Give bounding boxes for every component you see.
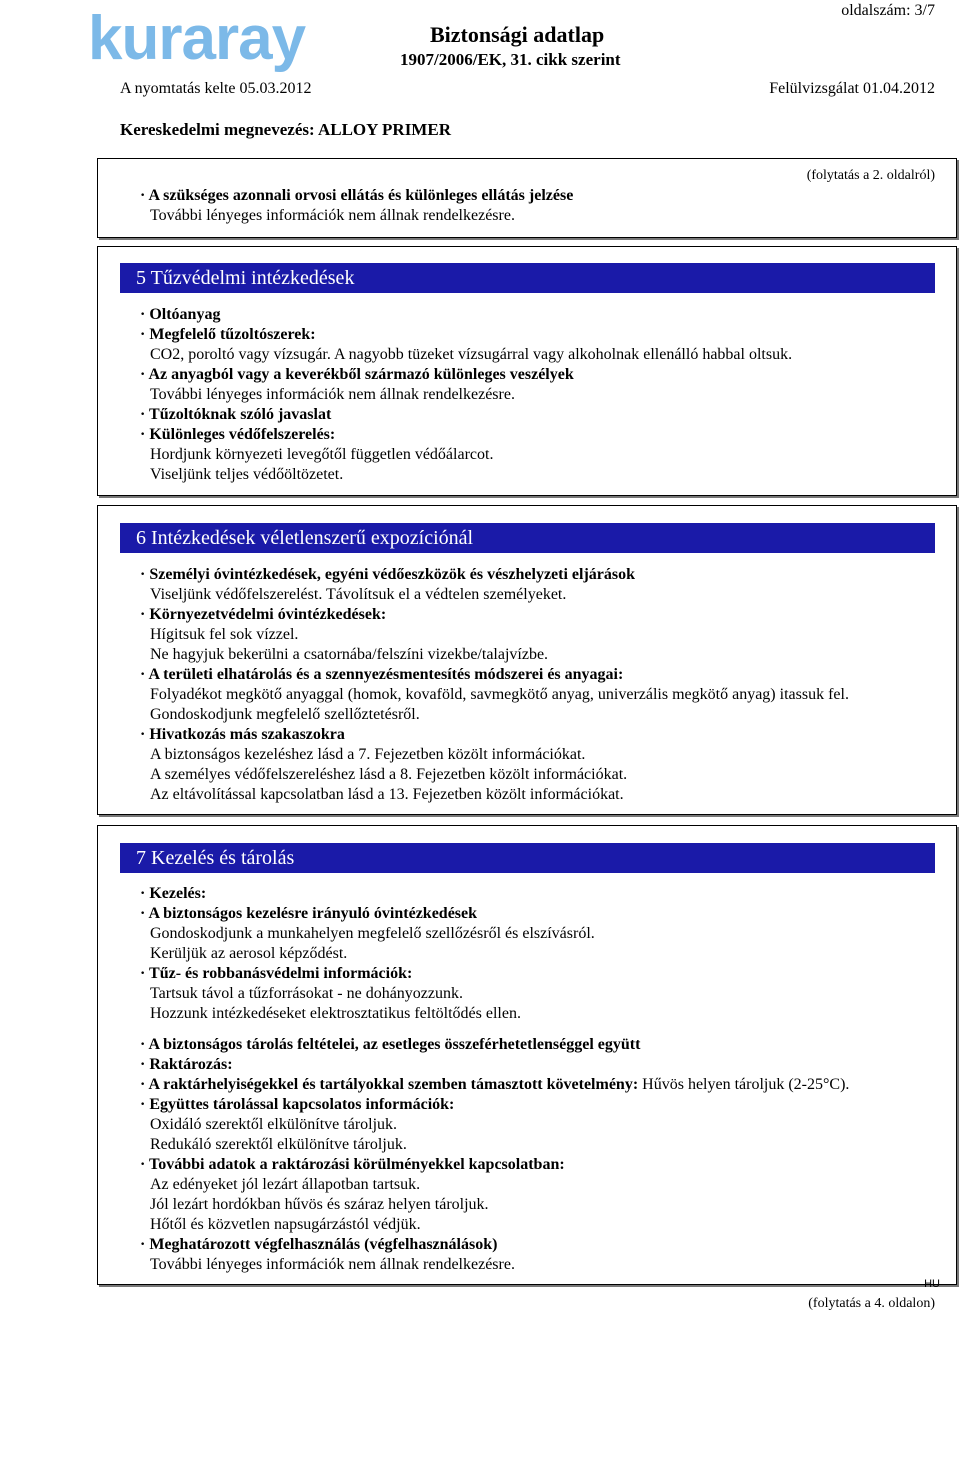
body-text-line: Tartsuk távol a tűzforrásokat - ne dohányozzunk. — [150, 985, 463, 1002]
subheading-line: · Hivatkozás más szakaszokra — [140, 726, 345, 743]
body-text-line: Viseljünk teljes védőöltözetet. — [150, 466, 344, 483]
body-text-line: Oxidáló szerektől elkülönítve tároljuk. — [150, 1116, 398, 1133]
subheading-line: · A biztonságos tárolás feltételei, az esetleges összeférhetetlenséggel együtt — [140, 1036, 641, 1053]
language-tag: HU — [924, 1278, 940, 1290]
body-text-line: Gondoskodjunk megfelelő szellőztetésről. — [150, 706, 420, 723]
subheading-line: · A szükséges azonnali orvosi ellátás és különleges ellátás jelzése — [140, 187, 574, 204]
regulation-reference: 1907/2006/EK, 31. cikk szerint — [400, 50, 621, 69]
body-text-line: A biztonságos kezeléshez lásd a 7. Fejezetben közölt információkat. — [150, 746, 586, 763]
body-text-line: Jól lezárt hordókban hűvös és száraz helyen tároljuk. — [150, 1196, 489, 1213]
revision-date: Felülvizsgálat 01.04.2012 — [769, 80, 935, 97]
body-text-line: Hozzunk intézkedéseket elektrosztatikus feltöltődés ellen. — [150, 1005, 521, 1022]
body-text-line: Gondoskodjunk a munkahelyen megfelelő szellőzésről és elszívásról. — [150, 925, 595, 942]
subheading-line: · A biztonságos kezelésre irányuló óvintézkedések — [140, 905, 478, 922]
subheading-line: · A területi elhatárolás és a szennyezésmentesítés módszerei és anyagai: — [140, 666, 624, 683]
body-text-line: További lényeges információk nem állnak rendelkezésre. — [150, 386, 515, 403]
subheading-line: · Személyi óvintézkedések, egyéni védőeszközök és vészhelyzeti eljárások — [140, 566, 636, 583]
section5-title: 5 Tűzvédelmi intézkedések — [120, 263, 935, 293]
subheading-line: · Oltóanyag — [140, 306, 221, 323]
body-text-line: Folyadékot megkötő anyaggal (homok, kovaföld, savmegkötő anyag, univerzális megkötő anyag) itassuk fel. — [150, 686, 849, 703]
page-number: oldalszám: 3/7 — [841, 2, 935, 19]
subheading-line: · Tűz- és robbanásvédelmi információk: — [140, 965, 413, 982]
subheading-line: · Meghatározott végfelhasználás (végfelhasználások) — [140, 1236, 498, 1253]
continuation-to-next: (folytatás a 4. oldalon) — [808, 1296, 935, 1311]
body-text-line: Az edényeket jól lezárt állapotban tartsuk. — [150, 1176, 421, 1193]
body-text-line: Kerüljük az aerosol képződést. — [150, 945, 348, 962]
subheading-line: · Kezelés: — [140, 885, 207, 902]
requirement-value: Hűvös helyen tároljuk (2-25°C). — [638, 1076, 850, 1093]
subheading-line: · Együttes tárolással kapcsolatos információk: — [140, 1096, 455, 1113]
subheading-line: · A raktárhelyiségekkel és tartályokkal szemben támasztott követelmény: Hűvös helyen tároljuk (2-25°C). — [140, 1076, 850, 1093]
continuation-from-previous: (folytatás a 2. oldalról) — [806, 168, 935, 183]
body-text-line: Viseljünk védőfelszerelést. Távolítsuk el a védtelen személyeket. — [150, 586, 567, 603]
document-title: Biztonsági adatlap — [430, 22, 605, 47]
body-text-line: Ne hagyjuk bekerülni a csatornába/felszíni vizekbe/talajvízbe. — [150, 646, 549, 663]
body-text-line: Hígitsuk fel sok vízzel. — [150, 626, 299, 643]
subheading-line: · Megfelelő tűzoltószerek: — [140, 326, 316, 343]
section7-title: 7 Kezelés és tárolás — [120, 843, 935, 873]
subheading-line: · Tűzoltóknak szóló javaslat — [140, 406, 332, 423]
body-text-line: A személyes védőfelszereléshez lásd a 8. Fejezetben közölt információkat. — [150, 766, 628, 783]
body-text-line: További lényeges információk nem állnak rendelkezésre. — [150, 207, 515, 224]
print-date: A nyomtatás kelte 05.03.2012 — [120, 80, 312, 97]
subheading-line: · További adatok a raktározási körülményekkel kapcsolatban: — [140, 1156, 565, 1173]
body-text-line: Az eltávolítással kapcsolatban lásd a 13. Fejezetben közölt információkat. — [150, 786, 624, 803]
body-text-line: Hőtől és közvetlen napsugárzástól védjük. — [150, 1216, 421, 1233]
trade-name: Kereskedelmi megnevezés: ALLOY PRIMER — [120, 120, 451, 139]
body-text-line: Hordjunk környezeti levegőtől független védőálarcot. — [150, 446, 494, 463]
subheading-line: · Környezetvédelmi óvintézkedések: — [140, 606, 387, 623]
section6-title: 6 Intézkedések véletlenszerű expozíciónál — [120, 523, 935, 553]
body-text-line: További lényeges információk nem állnak rendelkezésre. — [150, 1256, 515, 1273]
subheading-line: · Különleges védőfelszerelés: — [140, 426, 336, 443]
subheading-line: · Raktározás: — [140, 1056, 233, 1073]
subheading-line: · Az anyagból vagy a keverékből származó különleges veszélyek — [140, 366, 574, 383]
body-text-line: Redukáló szerektől elkülönítve tároljuk. — [150, 1136, 407, 1153]
company-logo: kuraray — [88, 4, 306, 73]
body-text-line: CO2, poroltó vagy vízsugár. A nagyobb tüzeket vízsugárral vagy alkoholnak ellenálló habbal oltsuk. — [150, 346, 793, 363]
